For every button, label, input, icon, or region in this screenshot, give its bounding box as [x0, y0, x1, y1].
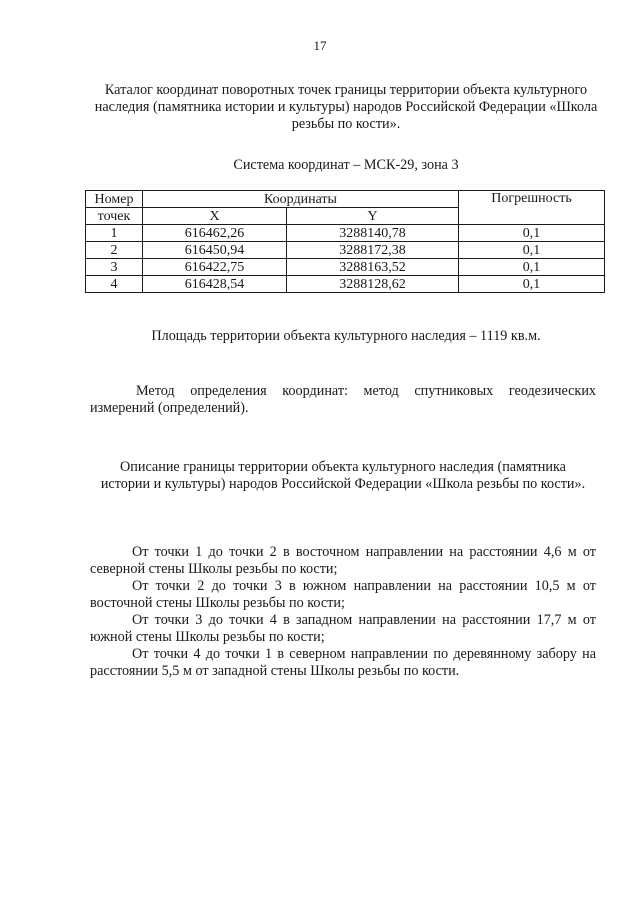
cell-x: 616462,26: [143, 225, 287, 242]
cell-y: 3288140,78: [287, 225, 459, 242]
description-paragraph: От точки 1 до точки 2 в восточном направлении на расстоянии 4,6 м от северной стены Школы резьбы по кости;: [90, 544, 596, 577]
area-text: Площадь территории объекта культурного наследия – 1119 кв.м.: [151, 328, 541, 344]
cell-accuracy: 0,1: [459, 225, 605, 242]
header-y: Y: [287, 208, 459, 225]
catalog-title: Каталог координат поворотных точек границы территории объекта культурного наследия (памятника истории и культуры) народов Российской Федерации «Школа резьбы по кости».: [94, 82, 598, 132]
table-header-row: [86, 191, 605, 208]
description-paragraphs: [90, 544, 596, 680]
header-accuracy: Погрешность: [459, 191, 605, 225]
table-row: [86, 242, 605, 259]
header-number-line1: Номер: [86, 191, 143, 208]
coordinate-system: Система координат – МСК-29, зона 3: [233, 157, 459, 173]
cell-accuracy: 0,1: [459, 259, 605, 276]
cell-y: 3288163,52: [287, 259, 459, 276]
cell-y: 3288172,38: [287, 242, 459, 259]
description-paragraph: От точки 2 до точки 3 в южном направлении на расстоянии 10,5 м от восточной стены Школы резьбы по кости;: [90, 578, 596, 611]
table-row: [86, 225, 605, 242]
cell-point: 3: [86, 259, 143, 276]
header-number-line2: точек: [86, 208, 143, 225]
page-number: 17: [313, 38, 327, 53]
header-x: X: [143, 208, 287, 225]
cell-point: 1: [86, 225, 143, 242]
cell-point: 2: [86, 242, 143, 259]
cell-x: 616450,94: [143, 242, 287, 259]
table-row: [86, 276, 605, 293]
table-row: [86, 259, 605, 276]
cell-x: 616428,54: [143, 276, 287, 293]
cell-y: 3288128,62: [287, 276, 459, 293]
cell-x: 616422,75: [143, 259, 287, 276]
description-paragraph: От точки 3 до точки 4 в западном направлении на расстоянии 17,7 м от южной стены Школы резьбы по кости;: [90, 612, 596, 645]
description-title: Описание границы территории объекта культурного наследия (памятника истории и культуры) народов Российской Федерации «Школа резьбы по кости».: [100, 459, 586, 492]
description-paragraph: От точки 4 до точки 1 в северном направлении по деревянному забору на расстоянии 5,5 м от западной стены Школы резьбы по кости.: [90, 646, 596, 679]
cell-accuracy: 0,1: [459, 276, 605, 293]
coordinates-table: [85, 190, 605, 293]
header-coordinates: Координаты: [143, 191, 459, 208]
cell-accuracy: 0,1: [459, 242, 605, 259]
cell-point: 4: [86, 276, 143, 293]
method-text: Метод определения координат: метод спутниковых геодезических измерений (определений).: [90, 383, 596, 416]
